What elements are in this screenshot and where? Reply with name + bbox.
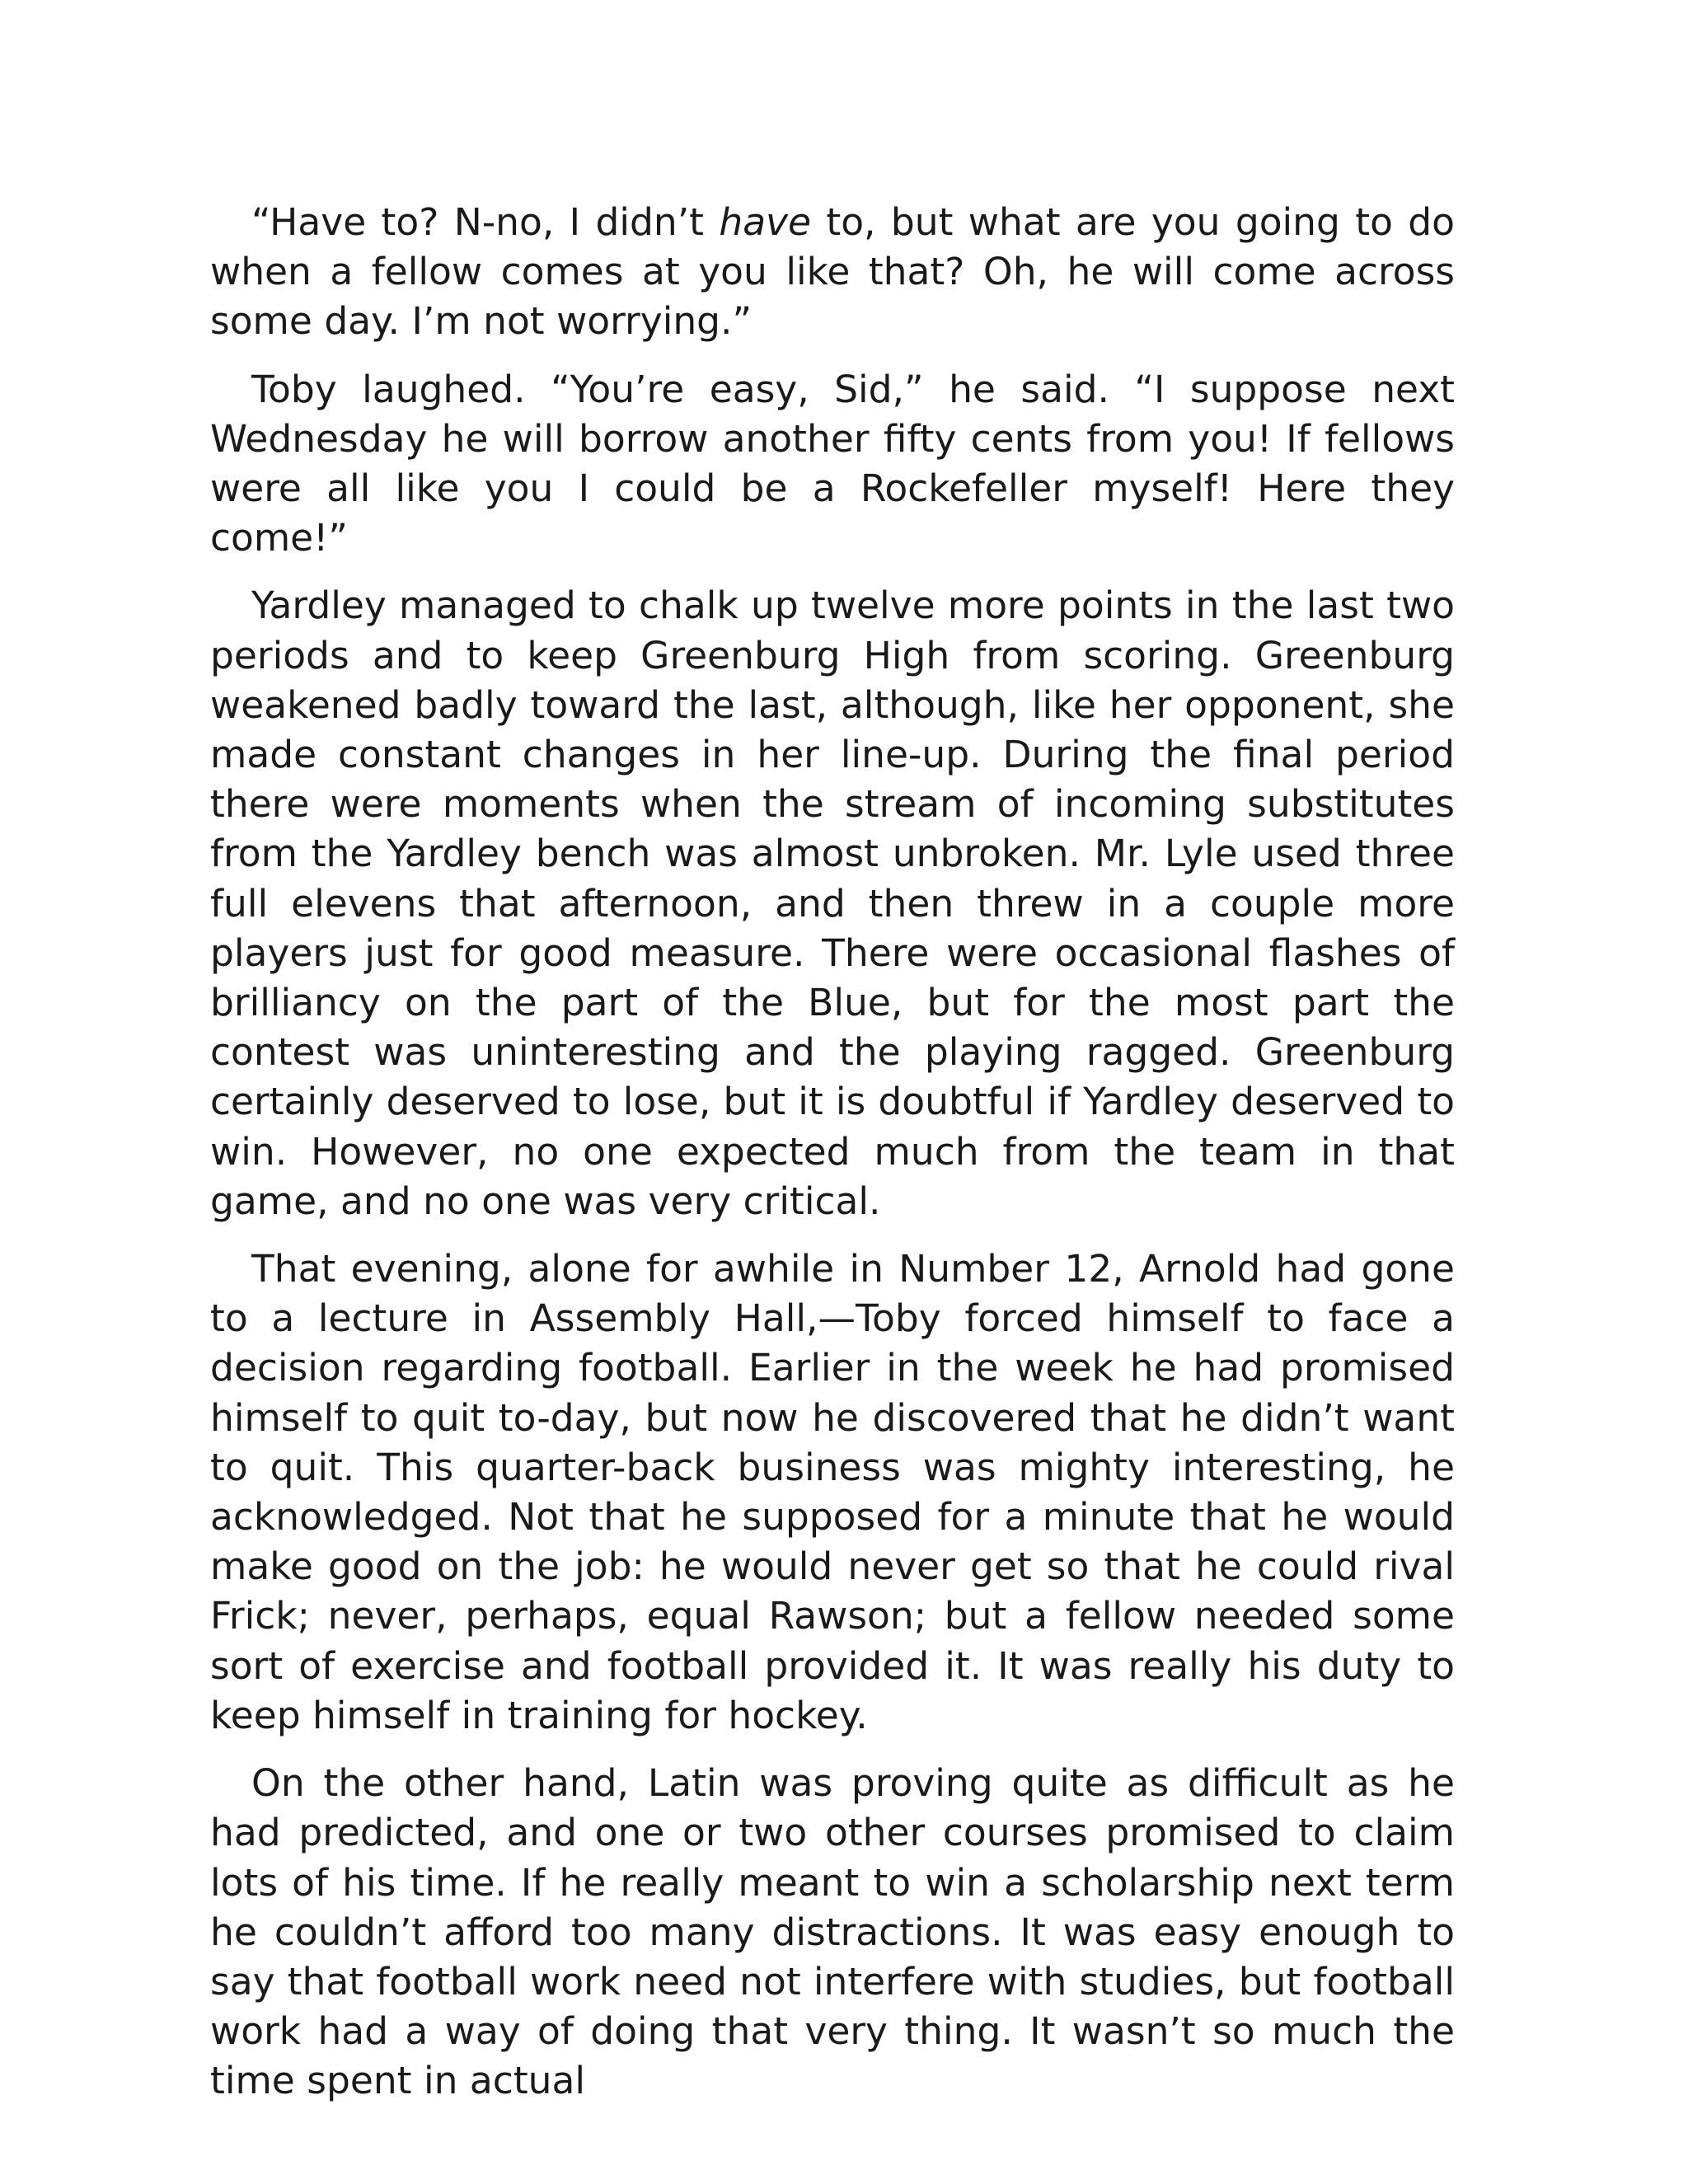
paragraph-1-emphasis: have [719, 200, 812, 244]
paragraph-5 [210, 1759, 1455, 2106]
paragraph-4-text: That evening, alone for awhile in Number 12, Arnold had gone to a lecture in Assembly Hall,—Toby forced himself to face a decision regarding football. Earlier in the week he had promised himself to quit to-day, but now he discovered that he didn’t want to quit. This quarter-back business was mighty interesting, he acknowledged. Not that he supposed for a minute that he would make good on the job: he would never get so that he could rival Frick; never, perhaps, equal Rawson; but a fellow needed some sort of exercise and football provided it. It was really his duty to keep himself in training for hockey. [210, 1247, 1455, 1737]
book-page [210, 198, 1455, 2107]
paragraph-3-text: Yardley managed to chalk up twelve more points in the last two periods and to keep Greenburg High from scoring. Greenburg weakened badly toward the last, although, like her opponent, she made constant changes in her line-up. During the final period there were moments when the stream of incoming substitutes from the Yardley bench was almost unbroken. Mr. Lyle used three full elevens that afternoon, and then threw in a couple more players just for good measure. There were occasional flashes of brilliancy on the part of the Blue, but for the most part the contest was uninteresting and the playing ragged. Greenburg certainly deserved to lose, but it is doubtful if Yardley deserved to win. However, no one expected much from the team in that game, and no one was very critical. [210, 583, 1455, 1223]
paragraph-2 [210, 365, 1455, 564]
paragraph-2-text: Toby laughed. “You’re easy, Sid,” he said. “I suppose next Wednesday he will borrow another fifty cents from you! If fellows were all like you I could be a Rockefeller myself! Here they come!” [210, 367, 1455, 560]
paragraph-1-text-end: to, but what are you going to do when a fellow comes at you like that? Oh, he will come across some day. I’m not worrying.” [210, 200, 1456, 344]
paragraph-4 [210, 1244, 1455, 1741]
paragraph-3 [210, 581, 1455, 1226]
paragraph-1 [210, 198, 1455, 347]
paragraph-5-text: On the other hand, Latin was proving quite as difficult as he had predicted, and one or two other courses promised to claim lots of his time. If he really meant to win a scholarship next term he couldn’t afford too many distractions. It was easy enough to say that football work need not interfere with studies, but football work had a way of doing that very thing. It wasn’t so much the time spent in actual [210, 1761, 1455, 2103]
paragraph-1-text: “Have to? N-no, I didn’t [251, 200, 720, 244]
